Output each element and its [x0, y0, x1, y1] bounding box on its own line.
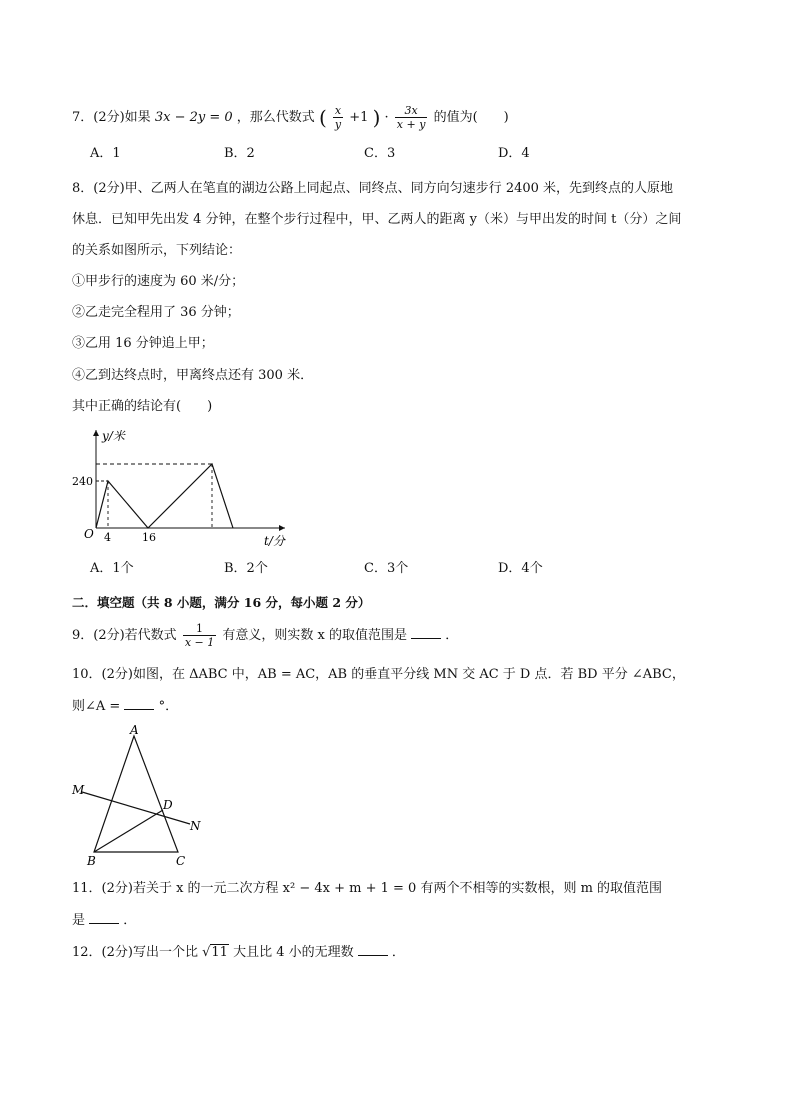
q8-line-7: ④乙到达终点时，甲离终点还有 300 米． — [72, 368, 314, 383]
question-7 — [72, 104, 509, 131]
q11-line-2 — [72, 911, 136, 931]
section-2-title: 二．填空题（共 8 小题，满分 16 分，每小题 2 分） — [72, 595, 371, 610]
q11-line2-prefix: 是 — [72, 913, 86, 928]
q12-end: ． — [391, 945, 405, 960]
q10-line2-prefix: 则∠A = — [72, 699, 121, 714]
q9-f-den: x − 1 — [184, 636, 215, 649]
q8-option-a[interactable]: A．1个 — [90, 561, 134, 576]
q12-prefix: 12．(2分)写出一个比 — [72, 945, 198, 960]
q8-line-3: 的关系如图所示，下列结论： — [72, 243, 242, 258]
point-a-label: A — [130, 723, 139, 737]
q7-right-paren: ) — [372, 105, 381, 130]
q9-answer-blank[interactable] — [411, 626, 441, 639]
q8-line-8: 其中正确的结论有( ) — [72, 399, 213, 414]
x-axis-label: t/分 — [264, 534, 285, 548]
q7-plus-one: +1 — [349, 110, 369, 125]
q7-option-d[interactable]: D．4 — [498, 146, 530, 161]
q9-end: ． — [445, 628, 459, 643]
q7-option-c[interactable]: C．3 — [364, 146, 396, 161]
q10-line-2 — [72, 697, 178, 717]
q12-radicand: 11 — [211, 945, 228, 960]
sqrt-icon: √ — [202, 945, 211, 960]
q7-condition: 3x − 2y = 0 — [154, 110, 233, 125]
q8-line-4: ①甲步行的速度为 60 米/分； — [72, 274, 245, 289]
q10-line2-suffix: °． — [158, 699, 179, 714]
q7-mid: ，那么代数式 — [236, 110, 315, 125]
q9-suffix: 有意义，则实数 x 的取值范围是 — [222, 628, 407, 643]
point-d-label: D — [163, 798, 173, 812]
q8-line-5: ②乙走完全程用了 36 分钟； — [72, 305, 240, 320]
question-9 — [72, 622, 458, 649]
point-n-label: N — [190, 819, 201, 833]
q7-fraction-2 — [395, 104, 428, 131]
q12-answer-blank[interactable] — [358, 943, 388, 956]
q8-option-b[interactable]: B．2个 — [224, 561, 268, 576]
q7-prefix: 7．(2分)如果 — [72, 110, 151, 125]
x-tick-16: 16 — [142, 531, 156, 544]
q8-line-2: 休息．已知甲先出发 4 分钟，在整个步行过程中，甲、乙两人的距离 y（米）与甲出发的时间 t（分）之间 — [72, 212, 682, 227]
y-axis-label: y/米 — [102, 429, 125, 443]
q10-answer-blank[interactable] — [124, 697, 154, 710]
origin-label: O — [84, 527, 94, 541]
q8-distance-time-graph — [70, 424, 300, 554]
triangle-abc — [94, 736, 178, 852]
q12-suffix: 大且比 4 小的无理数 — [233, 945, 354, 960]
q7-dot: · — [384, 110, 389, 125]
q8-option-d[interactable]: D．4个 — [498, 561, 543, 576]
q7-option-b[interactable]: B．2 — [224, 146, 255, 161]
y-tick-240: 240 — [72, 475, 93, 488]
q7-f2-num: 3x — [395, 104, 428, 118]
q10-triangle-figure — [70, 720, 210, 870]
q8-option-c[interactable]: C．3个 — [364, 561, 409, 576]
point-b-label: B — [87, 854, 96, 868]
line-mn — [82, 792, 190, 824]
q7-f1-num: x — [334, 104, 342, 117]
q8-line-6: ③乙用 16 分钟追上甲； — [72, 336, 214, 351]
segment-bd — [94, 810, 163, 852]
q8-line-1: 8．(2分)甲、乙两人在笔直的湖边公路上同起点、同终点、同方向匀速步行 2400 米，先到终点的人原地 — [72, 181, 674, 196]
question-12 — [72, 943, 405, 963]
x-tick-4: 4 — [104, 531, 111, 544]
q7-left-paren: ( — [318, 105, 327, 130]
q7-suffix: 的值为( ) — [433, 110, 509, 125]
q11-answer-blank[interactable] — [89, 911, 119, 924]
q7-f2-den: x + y — [396, 118, 426, 131]
q10-line-1: 10．(2分)如图，在 ΔABC 中，AB = AC，AB 的垂直平分线 MN 交 AC 于 D 点．若 BD 平分 ∠ABC， — [72, 667, 685, 682]
q7-f1-den: y — [334, 118, 342, 131]
point-c-label: C — [176, 854, 186, 868]
q9-prefix: 9．(2分)若代数式 — [72, 628, 177, 643]
q9-f-num: 1 — [183, 622, 216, 636]
q11-line2-suffix: ． — [123, 913, 137, 928]
q9-fraction — [183, 622, 216, 649]
q7-option-a[interactable]: A．1 — [90, 146, 121, 161]
q11-line-1: 11．(2分)若关于 x 的一元二次方程 x² − 4x + m + 1 = 0 有两个不相等的实数根，则 m 的取值范围 — [72, 881, 663, 896]
q7-fraction-1 — [333, 104, 343, 131]
point-m-label: M — [72, 783, 85, 797]
